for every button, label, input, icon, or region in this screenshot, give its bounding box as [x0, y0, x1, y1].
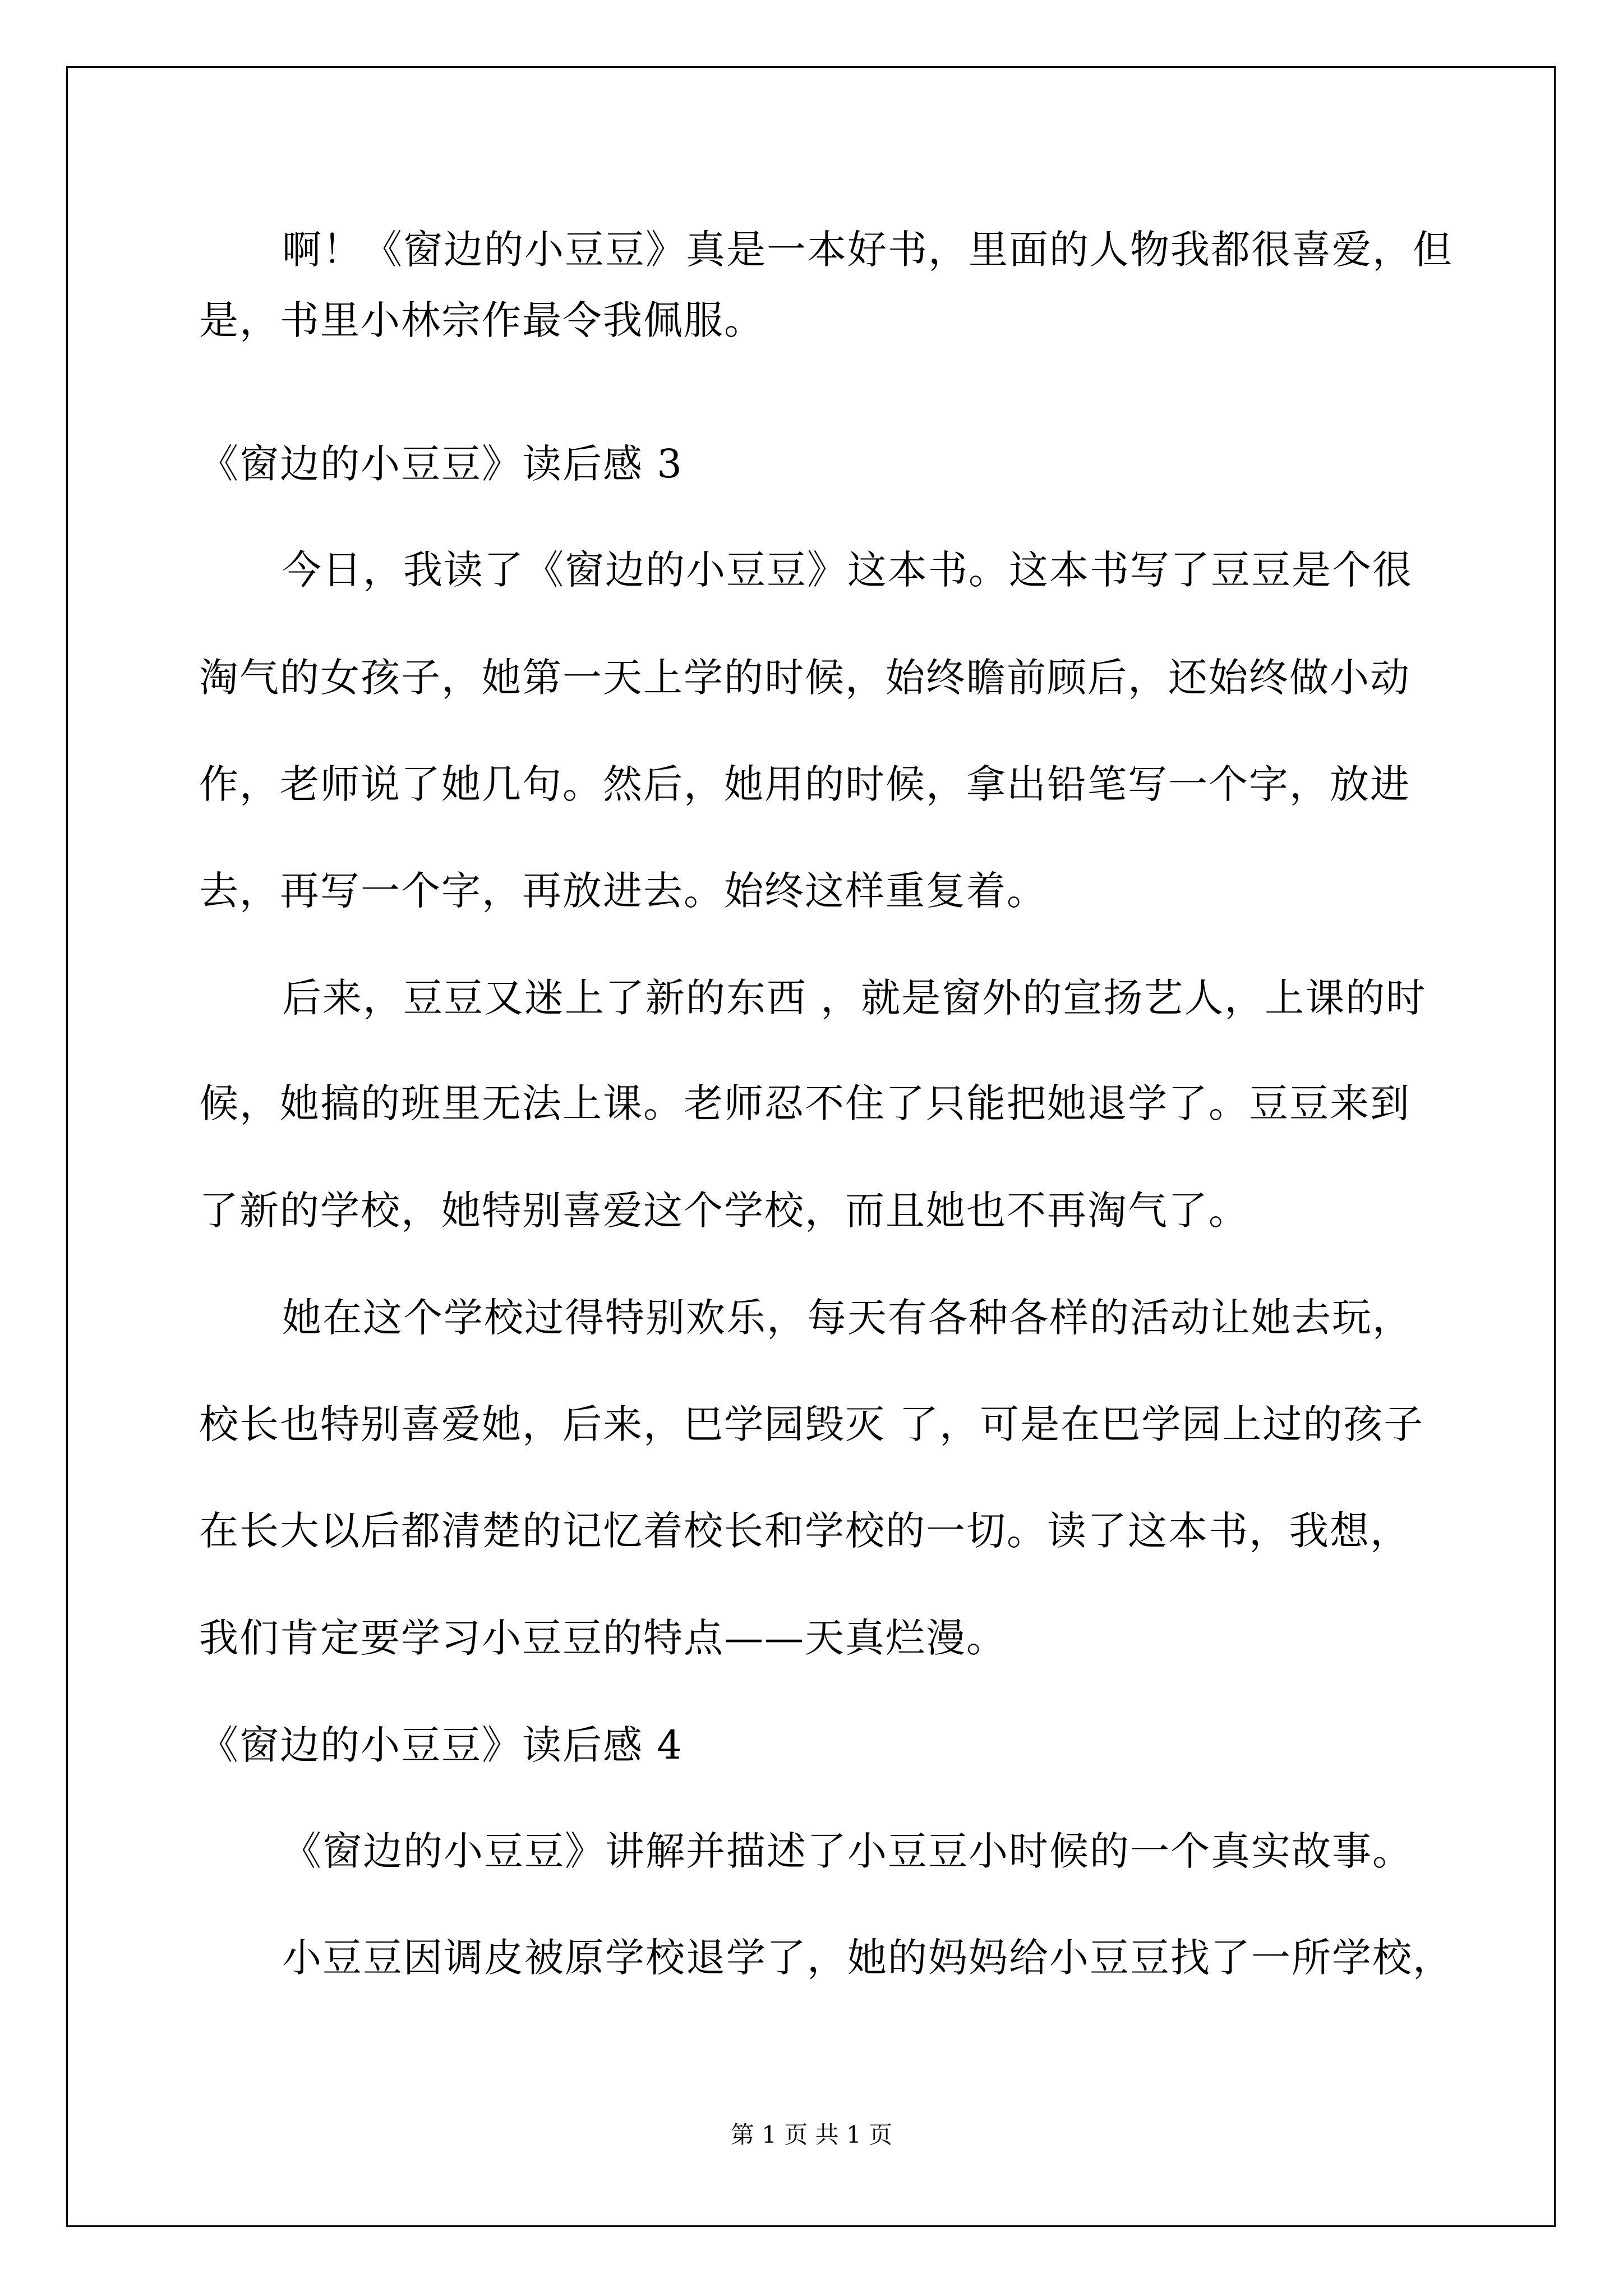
paragraph-line: 《窗边的小豆豆》讲解并描述了小豆豆小时候的一个真实故事。: [282, 1828, 1413, 1874]
section-heading: 《窗边的小豆豆》读后感 3: [199, 441, 683, 487]
paragraph-line: 啊！《窗边的小豆豆》真是一本好书，里面的人物我都很喜爱，但: [282, 227, 1453, 273]
paragraph-line: 后来，豆豆又迷上了新的东西 ，就是窗外的宣扬艺人，上课的时: [282, 975, 1427, 1021]
paragraph-line: 淘气的女孩子，她第一天上学的时候，始终瞻前顾后，还始终做小动: [199, 655, 1410, 701]
paragraph-line: 小豆豆因调皮被原学校退学了，她的妈妈给小豆豆找了一所学校，: [282, 1935, 1453, 1981]
paragraph-line: 在长大以后都清楚的记忆着校长和学校的一切。读了这本书，我想，: [199, 1508, 1410, 1554]
paragraph-line: 校长也特别喜爱她，后来，巴学园毁灭 了，可是在巴学园上过的孩子: [199, 1401, 1424, 1447]
paragraph-line: 今日，我读了《窗边的小豆豆》这本书。这本书写了豆豆是个很: [282, 547, 1413, 593]
paragraph-line: 去，再写一个字，再放进去。始终这样重复着。: [199, 868, 1047, 914]
paragraph-line: 是，书里小林宗作最令我佩服。: [199, 297, 764, 343]
paragraph-line: 作，老师说了她几句。然后，她用的时候，拿出铅笔写一个字，放进: [199, 761, 1410, 807]
paragraph-line: 她在这个学校过得特别欢乐，每天有各种各样的活动让她去玩，: [282, 1295, 1413, 1341]
section-heading: 《窗边的小豆豆》读后感 4: [199, 1722, 683, 1768]
paragraph-line: 我们肯定要学习小豆豆的特点——天真烂漫。: [199, 1615, 1007, 1661]
paragraph-line: 候，她搞的班里无法上课。老师忍不住了只能把她退学了。豆豆来到: [199, 1080, 1410, 1126]
page-border: [66, 66, 1556, 2227]
paragraph-line: 了新的学校，她特别喜爱这个学校，而且她也不再淘气了。: [199, 1188, 1249, 1234]
page-footer: 第 1 页 共 1 页: [730, 2121, 893, 2148]
